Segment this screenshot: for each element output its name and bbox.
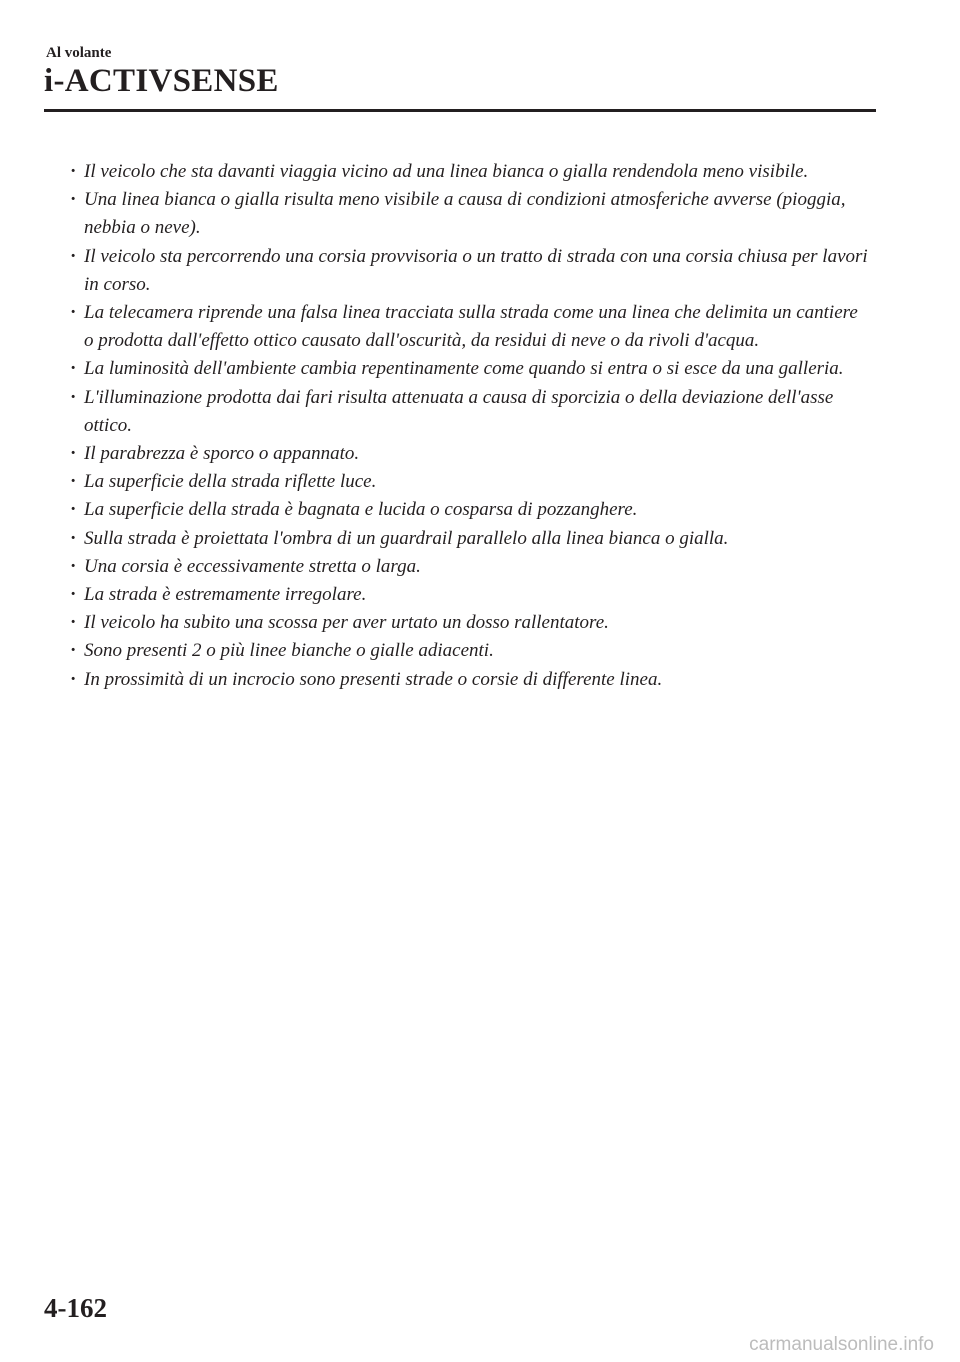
bullet-icon: · — [70, 527, 77, 549]
bullet-icon: · — [70, 584, 77, 606]
list-item-text: La strada è estremamente irregolare. — [84, 584, 367, 606]
list-item — [68, 468, 868, 496]
bullet-icon: · — [70, 612, 77, 634]
list-item-text: Una corsia è eccessivamente stretta o larga. — [84, 555, 421, 577]
list-item — [68, 299, 868, 355]
list-item — [68, 609, 868, 637]
bullet-icon: · — [70, 358, 77, 380]
list-item-text: L'illuminazione prodotta dai fari risulta attenuata a causa di sporcizia o della deviazione dell'asse ottico. — [84, 386, 834, 436]
bullet-icon: · — [70, 245, 77, 267]
bullet-icon: · — [70, 189, 77, 211]
list-item — [68, 666, 868, 694]
page-title: i-ACTIVSENSE — [44, 63, 279, 99]
bullet-icon: · — [70, 443, 77, 465]
list-item — [68, 496, 868, 524]
list-item — [68, 553, 868, 581]
list-item-text: La luminosità dell'ambiente cambia repentinamente come quando si entra o si esce da una galleria. — [84, 358, 844, 380]
list-item-text: La superficie della strada riflette luce. — [84, 471, 377, 493]
list-item-text: Una linea bianca o gialla risulta meno visibile a causa di condizioni atmosferiche avverse (pioggia, nebbia o neve). — [84, 189, 846, 239]
list-item — [68, 525, 868, 553]
list-item-text: La telecamera riprende una falsa linea tracciata sulla strada come una linea che delimita un cantiere o prodotta dall'effetto ottico causato dall'oscurità, da residui di neve o da rivoli d'acqua. — [84, 302, 858, 352]
list-item — [68, 384, 868, 440]
list-item-text: Il veicolo sta percorrendo una corsia provvisoria o un tratto di strada con una corsia chiusa per lavori in corso. — [84, 245, 868, 295]
bullet-icon: · — [70, 640, 77, 662]
list-item-text: Il veicolo ha subito una scossa per aver urtato un dosso rallentatore. — [84, 612, 609, 634]
watermark-link[interactable]: carmanualsonline.info — [749, 1334, 934, 1355]
list-item — [68, 158, 868, 186]
list-item — [68, 355, 868, 383]
page-number: 4-162 — [44, 1293, 107, 1323]
list-item — [68, 581, 868, 609]
bullet-icon: · — [70, 386, 77, 408]
list-item-text: Sono presenti 2 o più linee bianche o gialle adiacenti. — [84, 640, 494, 662]
bullet-icon: · — [70, 161, 77, 182]
list-item-text: La superficie della strada è bagnata e lucida o cosparsa di pozzanghere. — [84, 499, 638, 521]
list-item-text: In prossimità di un incrocio sono presenti strade o corsie di differente linea. — [84, 668, 663, 690]
list-item — [68, 186, 868, 242]
bullet-icon: · — [70, 302, 77, 324]
bullet-icon: · — [70, 555, 77, 577]
section-label: Al volante — [46, 45, 112, 61]
bullet-icon: · — [70, 499, 77, 521]
condition-list — [68, 158, 868, 694]
bullet-icon: · — [70, 668, 77, 690]
list-item — [68, 440, 868, 468]
list-item — [68, 637, 868, 665]
list-item-text: Il parabrezza è sporco o appannato. — [84, 443, 360, 465]
bullet-icon: · — [70, 471, 77, 493]
list-item-text: Sulla strada è proiettata l'ombra di un guardrail parallelo alla linea bianca o gialla. — [84, 527, 729, 549]
list-item — [68, 243, 868, 299]
list-item-text: Il veicolo che sta davanti viaggia vicino ad una linea bianca o gialla rendendola meno visibile. — [84, 161, 809, 182]
header-divider — [44, 109, 876, 112]
